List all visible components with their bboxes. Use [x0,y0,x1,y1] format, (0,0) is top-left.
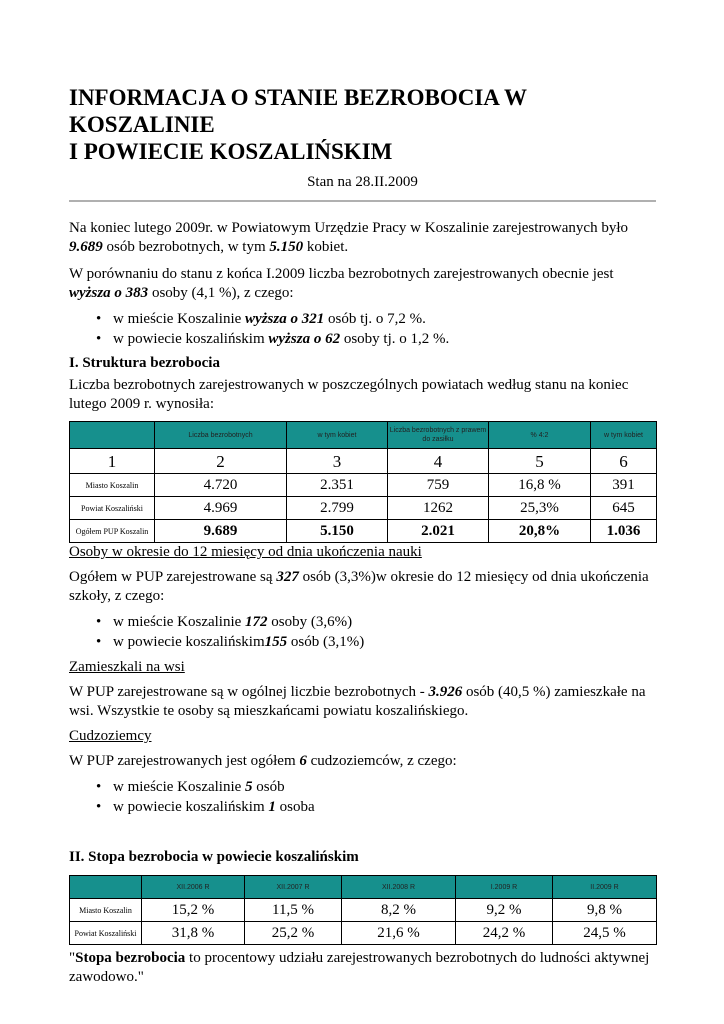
table-header-cell: Liczba bezrobotnych z prawem do zasiłku [388,422,489,449]
intro-paragraph: Na koniec lutego 2009r. w Powiatowym Urzędzie Pracy w Koszalinie zarejestrowanych było 9.689 osób bezrobotnych, w tym 5.150 kobiet. [69,220,628,255]
table-header-cell: XII.2007 R [245,876,342,899]
list-item: • w powiecie koszalińskim wyższa o 62 osoby tj. o 1,2 %. [113,329,656,349]
table-row: Powiat Koszaliński 4.969 2.799 1262 25,3% 645 [70,497,657,520]
graduates-text: Ogółem w PUP zarejestrowane są 327 osób (3,3%)w okresie do 12 miesięcy od dnia ukończenia szkoły, z czego: [69,569,649,604]
comparison-paragraph: W porównaniu do stanu z końca I.2009 liczba bezrobotnych zarejestrowanych obecnie jest wyższa o 383 osoby (4,1 %), z czego: [69,266,614,301]
comparison-list [69,309,656,349]
table-header-cell: Liczba bezrobotnych [155,422,287,449]
table-header-cell: XII.2006 R [142,876,245,899]
list-item: • w mieście Koszalinie 172 osoby (3,6%) [113,612,656,632]
definition-note: "Stopa bezrobocia to procentowy udziału zarejestrowanych bezrobotnych do ludności aktywnej zawodowo." [69,950,650,985]
title-divider [69,200,656,202]
table-total-row: Ogółem PUP Koszalin 9.689 5.150 2.021 20,8% 1.036 [70,520,657,543]
rural-text: W PUP zarejestrowane są w ogólnej liczbie bezrobotnych - 3.926 osób (40,5 %) zamieszkałe na wsi. Wszystkie te osoby są mieszkańcami powiatu koszalińskiego. [69,684,646,719]
table-header-cell [70,876,142,899]
table-header-cell: I.2009 R [456,876,553,899]
title-line-1: INFORMACJA O STANIE BEZROBOCIA W KOSZALINIE [69,85,527,137]
section-1-text: Liczba bezrobotnych zarejestrowanych w poszczególnych powiatach według stanu na koniec lutego 2009 r. wynosiła: [69,377,629,412]
report-date: Stan na 28.II.2009 [307,174,418,190]
foreigners-heading: Cudzoziemcy [69,728,152,744]
table-header-cell: XII.2008 R [342,876,456,899]
table-row: Powiat Koszaliński 31,8 % 25,2 % 21,6 % 24,2 % 24,5 % [70,922,657,945]
section-1-heading: I. Struktura bezrobocia [69,355,220,371]
foreigners-list [69,777,656,817]
table-row: Miasto Koszalin 15,2 % 11,5 % 8,2 % 9,2 % 9,8 % [70,899,657,922]
table-header-cell [70,422,155,449]
list-item: • w mieście Koszalinie 5 osób [113,777,656,797]
foreigners-text: W PUP zarejestrowanych jest ogółem 6 cudzoziemców, z czego: [69,753,457,769]
section-2-heading: II. Stopa bezrobocia w powiecie koszalińskim [69,849,359,865]
unemployment-rate-table [69,875,657,945]
unemployment-structure-table [69,421,657,543]
page-title [69,84,656,165]
table-header-row [70,876,657,899]
list-item: • w powiecie koszalińskim 1 osoba [113,797,656,817]
document-content [69,84,656,987]
list-item: • w powiecie koszalińskim155 osób (3,1%) [113,632,656,652]
graduates-list [69,612,656,652]
table-index-row: 1 2 3 4 5 6 [70,449,657,474]
table-header-cell: w tym kobiet [591,422,657,449]
table-header-cell: w tym kobiet [287,422,388,449]
list-item: • w mieście Koszalinie wyższa o 321 osób tj. o 7,2 %. [113,309,656,329]
table-header-cell: II.2009 R [553,876,657,899]
total-unemployed: 9.689 [69,239,103,255]
table-header-row [70,422,657,449]
definition-term: Stopa bezrobocia [75,950,186,966]
comparison-change: wyższa o 383 [69,285,149,301]
title-line-2: I POWIECIE KOSZALIŃSKIM [69,139,393,164]
rural-heading: Zamieszkali na wsi [69,659,185,675]
graduates-heading: Osoby w okresie do 12 miesięcy od dnia ukończenia nauki [69,544,422,560]
total-women: 5.150 [269,239,304,255]
table-header-cell: % 4:2 [489,422,591,449]
table-row: Miasto Koszalin 4.720 2.351 759 16,8 % 391 [70,474,657,497]
